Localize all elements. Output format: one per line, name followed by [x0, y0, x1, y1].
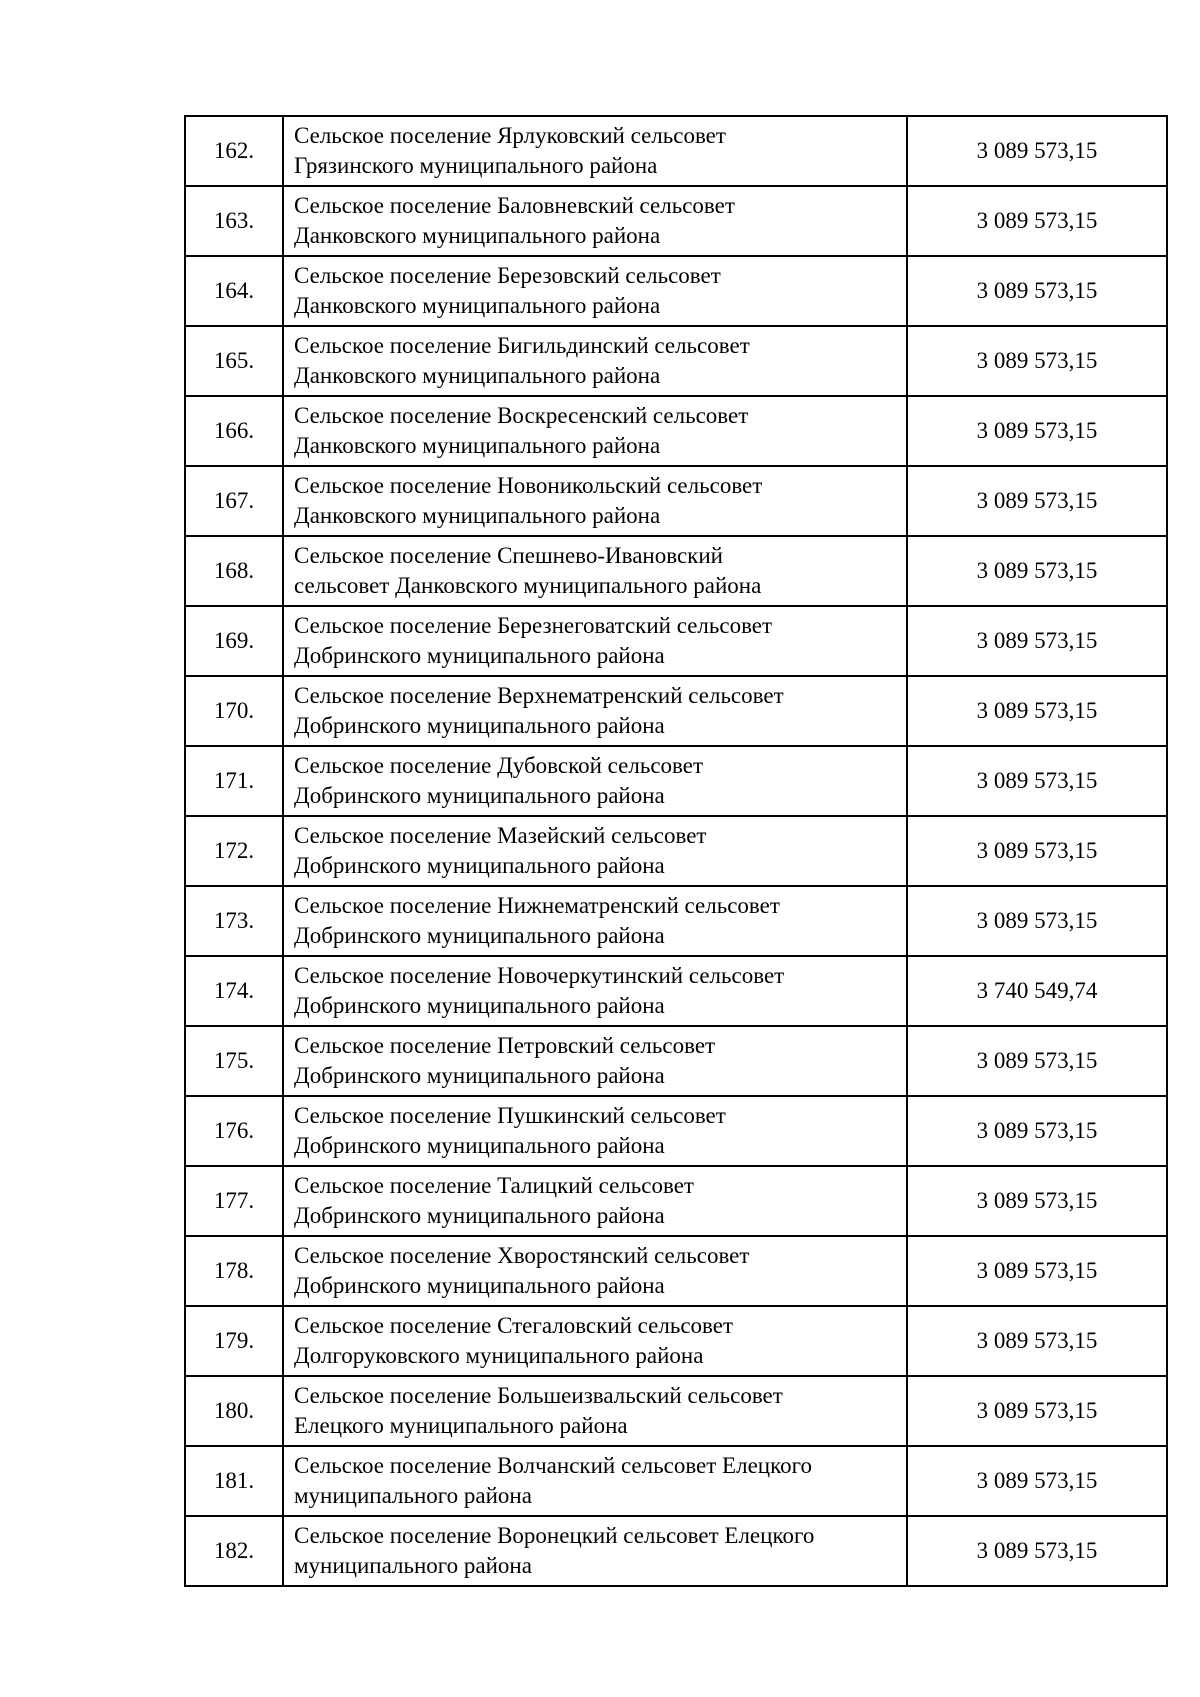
amount-value: 3 089 573,15	[907, 1026, 1167, 1096]
row-number: 178.	[185, 1236, 283, 1306]
settlement-name: Сельское поселение Волчанский сельсовет Елецкого муниципального района	[283, 1446, 907, 1516]
table-row	[185, 676, 1167, 746]
row-number: 164.	[185, 256, 283, 326]
row-number: 168.	[185, 536, 283, 606]
row-number: 182.	[185, 1516, 283, 1586]
row-number: 173.	[185, 886, 283, 956]
amount-value: 3 089 573,15	[907, 1376, 1167, 1446]
amount-value: 3 089 573,15	[907, 186, 1167, 256]
amount-value: 3 089 573,15	[907, 676, 1167, 746]
amount-value: 3 089 573,15	[907, 816, 1167, 886]
row-number: 171.	[185, 746, 283, 816]
settlement-name: Сельское поселение Новоникольский сельсовет Данковского муниципального района	[283, 466, 907, 536]
amount-value: 3 089 573,15	[907, 1166, 1167, 1236]
settlement-name: Сельское поселение Петровский сельсовет Добринского муниципального района	[283, 1026, 907, 1096]
settlement-name: Сельское поселение Спешнево-Ивановский сельсовет Данковского муниципального района	[283, 536, 907, 606]
table-row	[185, 1166, 1167, 1236]
table-row	[185, 1236, 1167, 1306]
row-number: 163.	[185, 186, 283, 256]
settlement-name: Сельское поселение Баловневский сельсовет Данковского муниципального района	[283, 186, 907, 256]
amount-value: 3 089 573,15	[907, 396, 1167, 466]
table-row	[185, 956, 1167, 1026]
settlement-name: Сельское поселение Воскресенский сельсовет Данковского муниципального района	[283, 396, 907, 466]
settlement-name: Сельское поселение Хворостянский сельсовет Добринского муниципального района	[283, 1236, 907, 1306]
amount-value: 3 089 573,15	[907, 1446, 1167, 1516]
settlement-name: Сельское поселение Воронецкий сельсовет Елецкого муниципального района	[283, 1516, 907, 1586]
settlement-name: Сельское поселение Пушкинский сельсовет Добринского муниципального района	[283, 1096, 907, 1166]
settlement-name: Сельское поселение Дубовской сельсовет Добринского муниципального района	[283, 746, 907, 816]
amount-value: 3 740 549,74	[907, 956, 1167, 1026]
settlement-name: Сельское поселение Нижнематренский сельсовет Добринского муниципального района	[283, 886, 907, 956]
settlement-name: Сельское поселение Березнеговатский сельсовет Добринского муниципального района	[283, 606, 907, 676]
table-row	[185, 746, 1167, 816]
amount-value: 3 089 573,15	[907, 1306, 1167, 1376]
row-number: 181.	[185, 1446, 283, 1516]
amount-value: 3 089 573,15	[907, 116, 1167, 186]
table-row	[185, 1516, 1167, 1586]
amount-value: 3 089 573,15	[907, 746, 1167, 816]
row-number: 165.	[185, 326, 283, 396]
amount-value: 3 089 573,15	[907, 536, 1167, 606]
settlement-name: Сельское поселение Талицкий сельсовет Добринского муниципального района	[283, 1166, 907, 1236]
amount-value: 3 089 573,15	[907, 326, 1167, 396]
allocation-table	[184, 115, 1168, 1587]
table-row	[185, 536, 1167, 606]
row-number: 162.	[185, 116, 283, 186]
table-row	[185, 1306, 1167, 1376]
settlement-name: Сельское поселение Мазейский сельсовет Добринского муниципального района	[283, 816, 907, 886]
table-row	[185, 116, 1167, 186]
table-row	[185, 816, 1167, 886]
row-number: 175.	[185, 1026, 283, 1096]
table-row	[185, 1096, 1167, 1166]
settlement-name: Сельское поселение Ярлуковский сельсовет Грязинского муниципального района	[283, 116, 907, 186]
row-number: 166.	[185, 396, 283, 466]
table-body	[185, 116, 1167, 1586]
amount-value: 3 089 573,15	[907, 606, 1167, 676]
settlement-name: Сельское поселение Стегаловский сельсовет Долгоруковского муниципального района	[283, 1306, 907, 1376]
table-row	[185, 1026, 1167, 1096]
amount-value: 3 089 573,15	[907, 1236, 1167, 1306]
table-row	[185, 256, 1167, 326]
amount-value: 3 089 573,15	[907, 1516, 1167, 1586]
row-number: 180.	[185, 1376, 283, 1446]
table-row	[185, 1446, 1167, 1516]
row-number: 172.	[185, 816, 283, 886]
amount-value: 3 089 573,15	[907, 256, 1167, 326]
table-row	[185, 186, 1167, 256]
amount-value: 3 089 573,15	[907, 886, 1167, 956]
settlement-name: Сельское поселение Большеизвальский сельсовет Елецкого муниципального района	[283, 1376, 907, 1446]
table-row	[185, 886, 1167, 956]
row-number: 179.	[185, 1306, 283, 1376]
settlement-name: Сельское поселение Новочеркутинский сельсовет Добринского муниципального района	[283, 956, 907, 1026]
table-row	[185, 396, 1167, 466]
table-row	[185, 466, 1167, 536]
amount-value: 3 089 573,15	[907, 466, 1167, 536]
table-row	[185, 606, 1167, 676]
amount-value: 3 089 573,15	[907, 1096, 1167, 1166]
table-row	[185, 1376, 1167, 1446]
row-number: 167.	[185, 466, 283, 536]
row-number: 174.	[185, 956, 283, 1026]
row-number: 169.	[185, 606, 283, 676]
table-row	[185, 326, 1167, 396]
settlement-name: Сельское поселение Верхнематренский сельсовет Добринского муниципального района	[283, 676, 907, 746]
settlement-name: Сельское поселение Бигильдинский сельсовет Данковского муниципального района	[283, 326, 907, 396]
settlement-name: Сельское поселение Березовский сельсовет Данковского муниципального района	[283, 256, 907, 326]
row-number: 170.	[185, 676, 283, 746]
row-number: 177.	[185, 1166, 283, 1236]
row-number: 176.	[185, 1096, 283, 1166]
